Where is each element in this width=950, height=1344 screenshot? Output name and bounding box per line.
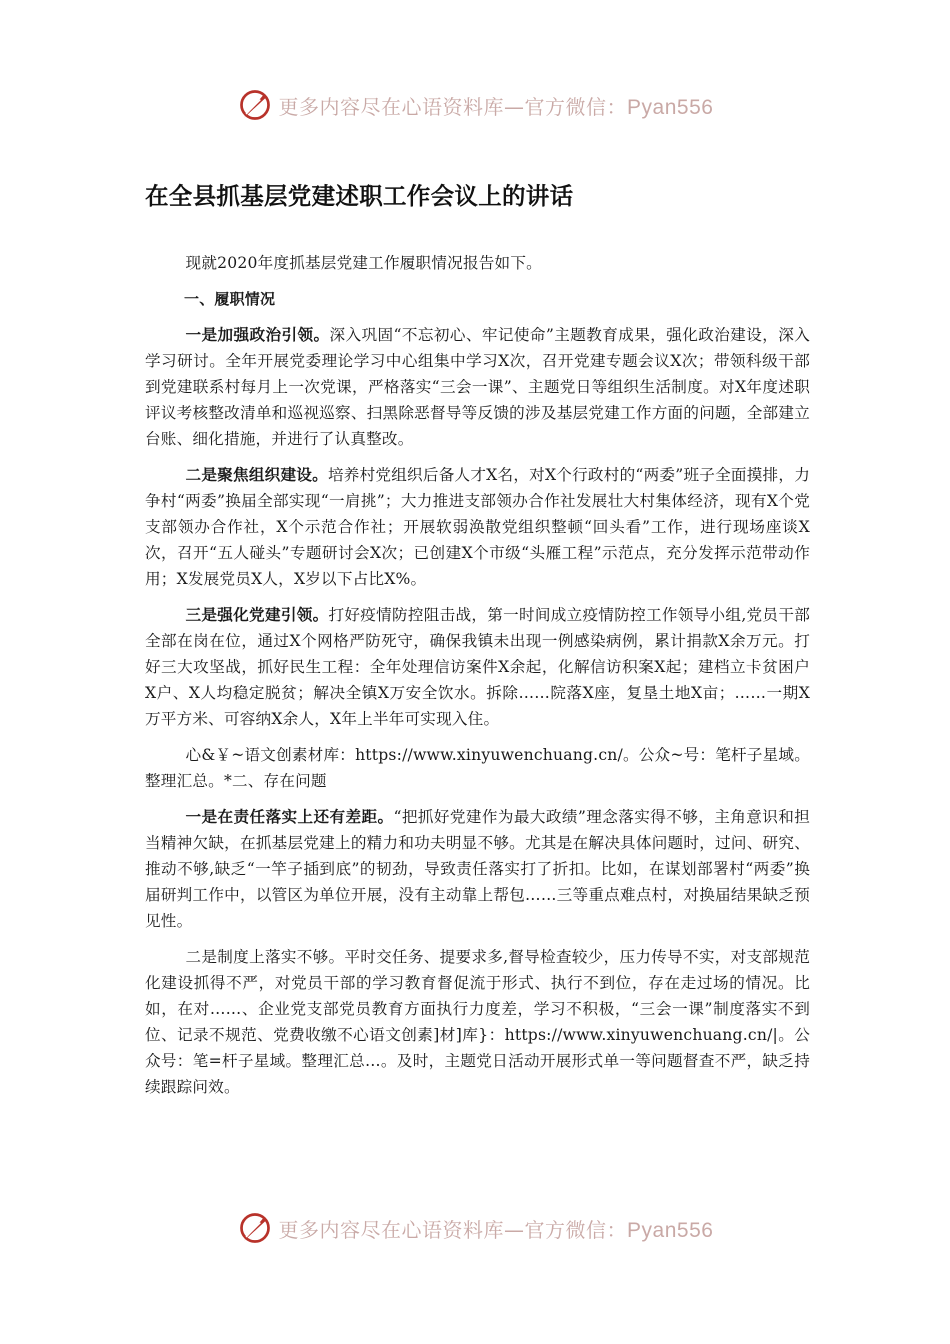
paragraph-text: “把抓好党建作为最大政绩”理念落实得不够，主角意识和担当精神欠缺，在抓基层党建上的精力和功夫明显不够。尤其是在解决具体问题时，过问、研究、推动不够,缺乏“一竿子插到底”的韧劲，导致责任落实打了折扣。比如，在谋划部署村“两委”换届研判工作中，以管区为单位开展，没有主动靠上帮包……三等重点难点村，对换届结果缺乏预见性。 <box>145 808 810 930</box>
section-heading-1: 一、履职情况 <box>184 290 276 308</box>
quill-logo-icon <box>237 87 273 123</box>
paragraph-text: 打好疫情防控阻击战，第一时间成立疫情防控工作领导小组,党员干部全部在岗在位，通过X个网格严防死守，确保我镇未出现一例感染病例，累计捐款X余万元。打好三大攻坚战，抓好民生工程：全年处理信访案件X余起，化解信访积案X起；建档立卡贫困户X户、X人均稳定脱贫；解决全镇X万安全饮水。拆除……院落X座，复垦土地X亩；……一期X万平方米、可容纳X余人，X年上半年可实现入住。 <box>145 606 810 728</box>
paragraph-source-note: 心&￥~语文创素材库：https://www.xinyuwenchuang.cn/。公众~号：笔杆子星域。整理汇总。*二、存在问题 <box>145 746 810 790</box>
paragraph-lead: 三是强化党建引领。 <box>185 606 329 624</box>
intro-paragraph: 现就2020年度抓基层党建工作履职情况报告如下。 <box>185 254 542 272</box>
page-title: 在全县抓基层党建述职工作会议上的讲话 <box>145 182 574 210</box>
paragraph-lead: 一是加强政治引领。 <box>185 326 330 344</box>
watermark-text: 更多内容尽在心语资料库—官方微信：Pyan556 <box>278 94 714 119</box>
paragraph-lead: 二是聚焦组织建设。 <box>185 466 328 484</box>
paragraph-system: 二是制度上落实不够。平时交任务、提要求多,督导检查较少，压力传导不实，对支部规范化建设抓得不严，对党员干部的学习教育督促流于形式、执行不到位，存在走过场的情况。比如，在对……、企业党支部党员教育方面执行力度差，学习不积极，“三会一课”制度落实不到位、记录不规范、党费收缴不心语文创素]材]库}：https://www.xinyuwenchuang.cn/|。公众号：笔=杆子星域。整理汇总…。及时，主题党日活动开展形式单一等问题督查不严，缺乏持续跟踪问效。 <box>145 948 810 1096</box>
watermark-wechat-id: Pyan556 <box>627 1218 714 1242</box>
watermark-wechat-id: Pyan556 <box>627 95 714 119</box>
paragraph-political <box>145 322 810 452</box>
paragraph-responsibility <box>145 804 810 934</box>
paragraph-text: 培养村党组织后备人才X名，对X个行政村的“两委”班子全面摸排，力争村“两委”换届全部实现“一肩挑”；大力推进支部领办合作社发展壮大村集体经济，现有X个党支部领办合作社，X个示范合作社；开展软弱涣散党组织整顿“回头看”工作，进行现场座谈X次，召开“五人碰头”专题研讨会X次；已创建X个市级“头雁工程”示范点，充分发挥示范带动作用；X发展党员X人，X岁以下占比X%。 <box>145 466 810 588</box>
header-watermark <box>0 85 950 125</box>
document-body <box>145 170 810 1110</box>
quill-logo-icon <box>237 1210 273 1246</box>
paragraph-lead: 一是在责任落实上还有差距。 <box>185 808 394 826</box>
paragraph-text: 深入巩固“不忘初心、牢记使命”主题教育成果，强化政治建设，深入学习研讨。全年开展党委理论学习中心组集中学习X次，召开党建专题会议X次；带领科级干部到党建联系村每月上一次党课，严格落实“三会一课”、主题党日等组织生活制度。对X年度述职评议考核整改清单和巡视巡察、扫黑除恶督导等反馈的涉及基层党建工作方面的问题，全部建立台账、细化措施，并进行了认真整改。 <box>145 326 810 448</box>
paragraph-organization <box>145 462 810 592</box>
paragraph-leadership <box>145 602 810 732</box>
watermark-text: 更多内容尽在心语资料库—官方微信：Pyan556 <box>278 1217 714 1242</box>
footer-watermark <box>0 1208 950 1248</box>
